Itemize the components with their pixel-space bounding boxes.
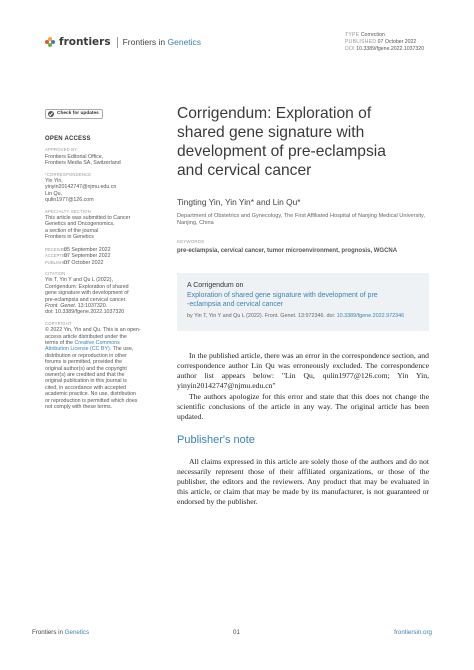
sidebar [45,109,163,410]
correspondence-email[interactable]: yinyin20142747@njmu.edu.cn [45,184,117,191]
open-access-label: OPEN ACCESS [45,136,91,142]
correction-paragraph [177,351,429,391]
published-label: PUBLISHED [345,39,377,45]
type-label: TYPE [345,32,360,38]
title-line: and cervical cancer [177,162,312,179]
correspondence-name: Yin Yin, [45,178,63,185]
journal-name [123,37,201,47]
corrigendum-box [177,273,429,331]
correspondence-email[interactable]: qulin1977@126.com [45,197,94,204]
specialty-line: This article was submitted to Cancer [45,215,131,222]
body-line: the editors and the reviewers. Any product that may be evaluated in this article, or claim [177,477,429,496]
citation-line: pre-eclampsia and cervical cancer. [45,296,127,303]
copyright-label: COPYRIGHT [45,320,72,326]
citation-line: Yin T, Yin Y and Qu L (2022), [45,277,113,284]
original-article-link[interactable] [187,291,419,309]
approved-by-line: Frontiers Editorial Office, [45,153,104,160]
original-citation [187,313,419,319]
logo-text: frontiers [59,36,111,48]
body-line: appears below: "Lin Qu, qulin1977@126.com; Yin Yin, yinyin20142747@njmu.edu.cn" [177,371,429,390]
citation-doi[interactable]: doi: 10.3389/fgene.2022.1037320 [45,309,125,316]
body-line: The authors apologize for this error and state that this does not change the scientific [177,392,429,411]
specialty-line: Frontiers in Genetics [45,234,94,241]
doi-label: DOI [345,46,355,52]
copyright-line: distribution or reproduction in other [45,352,127,359]
citation-label: CITATION [45,270,66,276]
date-label: ACCEPTED [45,253,68,259]
copyright-line: or reproduction is permitted which does [45,397,138,404]
frontiers-logo[interactable] [45,36,201,48]
correction-body [177,351,429,422]
correction-paragraph [177,392,429,422]
original-title-line: -eclampsia and cervical cancer [187,301,284,308]
main-content [177,104,429,507]
specialty-line: Genetics and Oncogenomics, [45,221,115,228]
license-link[interactable]: Creative Commons [74,339,120,346]
citation-line: Corrigendum: Exploration of shared [45,283,129,290]
body-line: that may be made by its manufacturer, is not guaranteed or endorsed by the publisher. [177,487,429,506]
frontiers-logo-icon [45,37,56,48]
copyright-line: original publication in this journal is [45,378,127,385]
copyright-value [45,327,163,410]
title-line: development of pre-eclampsia [177,143,386,160]
check-updates-button[interactable] [45,109,103,119]
date-value: 07 October 2022 [64,259,104,266]
affiliation-line: Nanjing, China [177,220,214,226]
title-line: Corrigendum: Exploration of [177,105,372,122]
title-line: shared gene signature with [177,124,365,141]
affiliation [177,213,429,227]
correspondence-value [45,178,163,204]
date-label: PUBLISHED [45,259,69,265]
journal-prefix: Frontiers in [122,37,166,47]
body-line: In the published article, there was an error in the correspondence section, and [189,351,429,360]
correspondence-label: *CORRESPONDENCE [45,171,92,177]
body-line: All claims expressed in this article are solely those of the authors and do not [189,457,429,466]
original-doi-link[interactable]: 10.3389/fgene.2022.972346 [336,313,405,319]
footer-journal [32,629,89,636]
footer-journal-prefix: Frontiers in [32,629,63,636]
approved-by-line: Frontiers Media SA, Switzerland [45,160,121,167]
citation-journal: Front. Genet. [45,302,77,309]
copyright-line: academic practice. No use, distribution [45,391,136,398]
date-value: 05 September 2022 [64,246,111,253]
date-row [45,260,163,266]
page-number: 01 [233,629,240,636]
affiliation-line: Department of Obstetrics and Gynecology, The First Affiliated Hospital of Nanjing Medical University, [177,213,425,219]
copyright-line: original author(s) and the copyright [45,365,127,372]
doi-value[interactable]: 10.3389/fgene.2022.1037320 [356,46,425,52]
copyright-text: The use, [111,346,134,353]
check-updates-label: Check for updates [57,110,99,116]
copyright-line: not comply with these terms. [45,404,113,411]
article-meta [345,32,424,53]
body-line: conclusions of the article in any way. The original article has been updated. [177,402,430,421]
copyright-text: terms of the [45,339,75,346]
date-value: 07 September 2022 [64,253,111,260]
citation-value [45,277,163,315]
publisher-note-text [177,457,429,507]
footer-site-link[interactable]: frontiersin.org [394,629,432,636]
specialty-line: a section of the journal [45,227,99,234]
logo-divider [117,37,118,48]
checkmark-icon [48,111,54,117]
copyright-line: forums is permitted, provided the [45,359,123,366]
copyright-line: owner(s) are credited and that the [45,372,125,378]
specialty-value [45,215,163,241]
original-citation-text: by Yin T, Yin Y and Qu L (2022). Front. Genet. 13:972346. doi: [187,313,337,319]
body-line: correspondence author Lin Qu was erroneously excluded. The correspondence author list [177,361,429,380]
footer-journal-subject: Genetics [64,629,90,636]
publisher-note-heading: Publisher's note [177,434,255,446]
article-title [177,104,429,180]
license-link[interactable]: Attribution License (CC BY). [45,346,112,353]
corrigendum-label: A Corrigendum on [187,282,244,289]
dates-block [45,247,163,266]
approved-by-label: APPROVED BY [45,147,78,153]
journal-subject: Genetics [167,37,202,47]
body-line: necessarily represent those of their affiliated organizations, or those of the publisher, [177,467,429,486]
copyright-line: cited, in accordance with accepted [45,384,126,391]
original-title-line: Exploration of shared gene signature with development of pre [187,292,378,299]
approved-by-value [45,154,163,167]
type-value: Correction [360,32,385,38]
date-label: RECEIVED [45,246,67,252]
published-value: 07 October 2022 [377,39,417,45]
correspondence-name: Lin Qu, [45,190,63,197]
citation-line: gene signature with development of [45,290,129,297]
keywords: pre-eclampsia, cervical cancer, tumor microenvironment, prognosis, WGCNA [177,248,398,254]
copyright-line: access article distributed under the [45,333,127,340]
keywords-label: KEYWORDS [177,239,205,244]
citation-volume: 13:1037320. [76,302,108,309]
specialty-label: SPECIALTY SECTION [45,208,91,214]
page-header [45,32,445,60]
copyright-line: © 2022 Yin, Yin and Qu. This is an open- [45,327,141,334]
author-list: Tingting Yin, Yin Yin* and Lin Qu* [177,197,301,207]
